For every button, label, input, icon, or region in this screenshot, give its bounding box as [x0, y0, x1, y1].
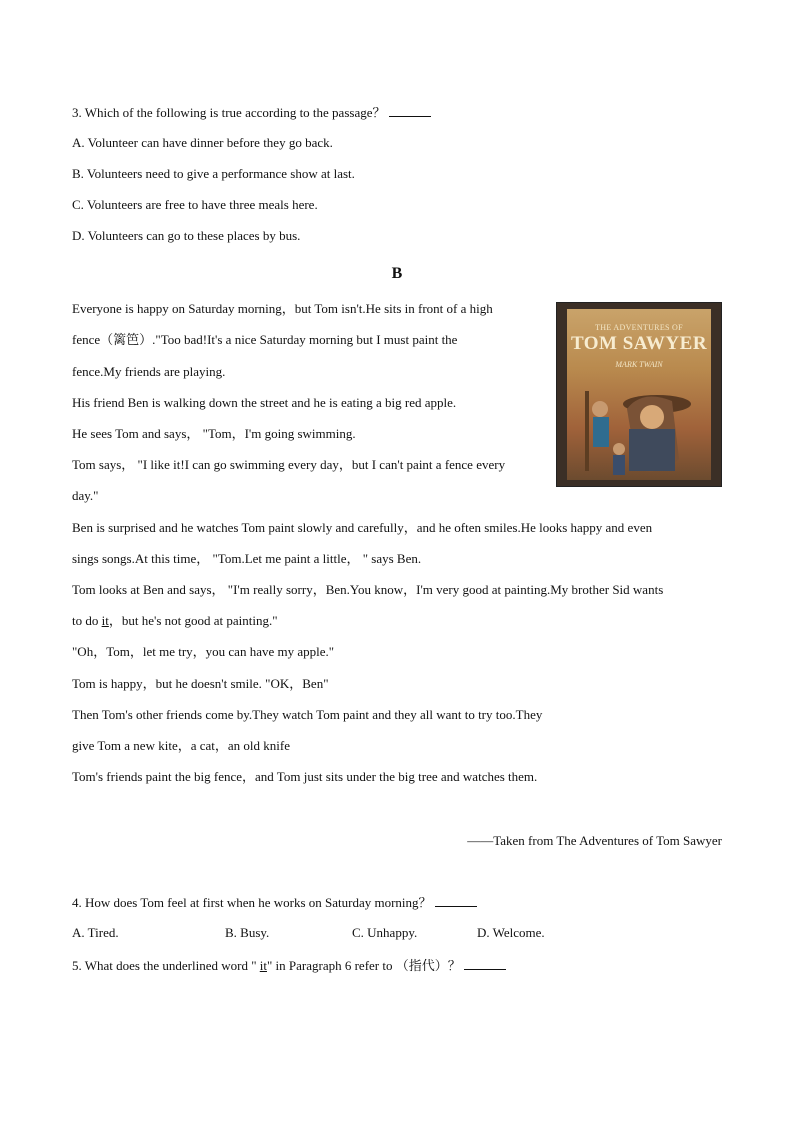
- question-5: [72, 957, 506, 974]
- cover-title: TOM SAWYER: [570, 333, 708, 354]
- book-cover-image: [556, 302, 722, 487]
- question-3-text: 3. Which of the following is true according to the passage？: [72, 105, 386, 120]
- passage-line: Then Tom's other friends come by.They watch Tom paint and they all want to try too.They: [72, 707, 543, 722]
- q4-option-b: B. Busy.: [225, 925, 270, 940]
- passage-line: Everyone is happy on Saturday morning，but Tom isn't.He sits in front of a high: [72, 301, 493, 316]
- answer-blank-5[interactable]: [464, 957, 506, 970]
- q3-option-b: B. Volunteers need to give a performance show at last.: [72, 166, 355, 181]
- cover-artwork: [567, 309, 711, 480]
- passage-line: He sees Tom and says， "Tom，I'm going swimming.: [72, 426, 356, 441]
- passage-line: "Oh，Tom，let me try，you can have my apple.": [72, 644, 335, 659]
- passage-line: Tom is happy，but he doesn't smile. "OK，Ben": [72, 676, 329, 691]
- passage-text: ，but he's not good at painting.": [108, 613, 278, 628]
- passage-line: [72, 613, 278, 629]
- passage-line: sings songs.At this time， "Tom.Let me paint a little， " says Ben.: [72, 551, 422, 566]
- section-heading: B: [391, 265, 403, 282]
- passage-line: Tom says， "I like it!I can go swimming every day，but I can't paint a fence every: [72, 457, 506, 472]
- q3-option-c: C. Volunteers are free to have three meals here.: [72, 197, 318, 212]
- answer-blank-4[interactable]: [435, 894, 477, 907]
- q4-option-c: C. Unhappy.: [352, 925, 418, 940]
- passage-line: give Tom a new kite，a cat，an old knife: [72, 738, 290, 753]
- cover-author: MARK TWAIN: [615, 360, 663, 369]
- q4-option-d: D. Welcome.: [477, 925, 545, 940]
- passage-text: to do: [72, 613, 102, 628]
- passage-line: fence（篱笆）."Too bad!It's a nice Saturday morning but I must paint the: [72, 332, 458, 347]
- passage-line: day.": [72, 488, 99, 503]
- q3-option-a: A. Volunteer can have dinner before they go back.: [72, 135, 333, 150]
- question-5-text: " in Paragraph 6 refer to （指代）？: [266, 958, 461, 973]
- underlined-word-it: it: [101, 613, 109, 628]
- question-4-text: 4. How does Tom feel at first when he works on Saturday morning？: [72, 895, 432, 910]
- question-4: [72, 894, 477, 911]
- passage-line: His friend Ben is walking down the street and he is eating a big red apple.: [72, 395, 457, 410]
- question-5-text: 5. What does the underlined word ": [72, 958, 260, 973]
- cover-subtitle: THE ADVENTURES OF: [595, 323, 683, 332]
- q4-option-a: A. Tired.: [72, 925, 119, 940]
- passage-line: Tom's friends paint the big fence，and Tom just sits under the big tree and watches them.: [72, 769, 538, 784]
- q3-option-d: D. Volunteers can go to these places by bus.: [72, 228, 301, 243]
- source-credit: ——Taken from The Adventures of Tom Sawyer: [467, 833, 722, 848]
- question-3: [72, 104, 431, 121]
- underlined-word-it: it: [259, 958, 267, 973]
- answer-blank-3[interactable]: [389, 104, 431, 117]
- passage-line: fence.My friends are playing.: [72, 364, 226, 379]
- passage-line: Tom looks at Ben and says， "I'm really sorry，Ben.You know，I'm very good at painting.My brother Sid wants: [72, 582, 664, 597]
- passage-line: Ben is surprised and he watches Tom paint slowly and carefully，and he often smiles.He looks happy and even: [72, 520, 653, 535]
